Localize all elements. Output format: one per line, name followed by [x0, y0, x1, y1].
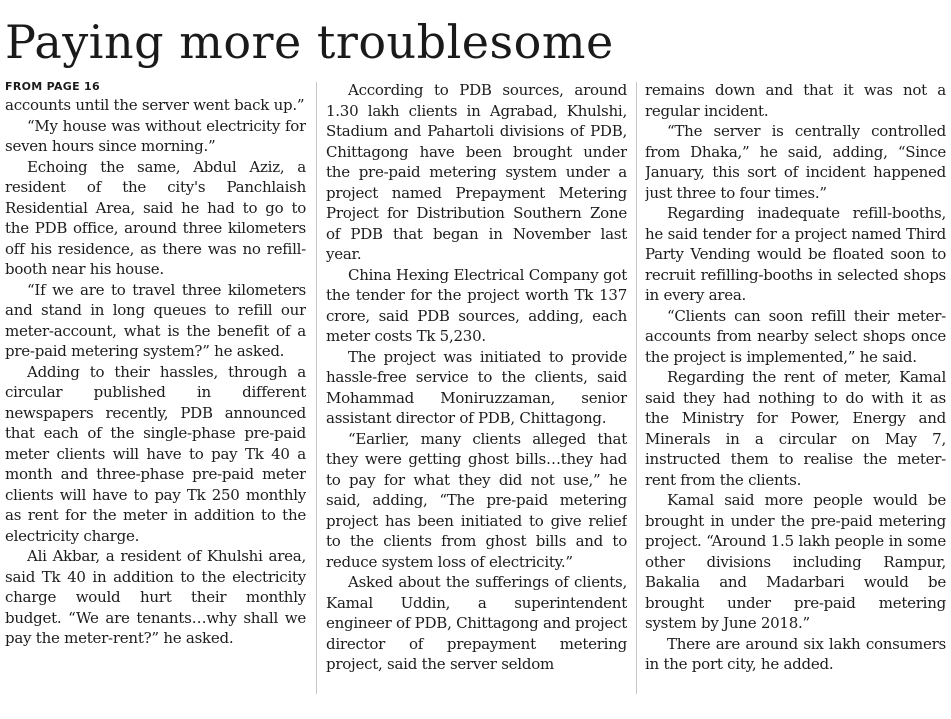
paragraph: The project was initiated to provide hassle-free service to the clients, said Mohammad Moniruzzaman, senior assistant director of PDB, Chittagong.: [326, 347, 627, 427]
article-column-2: [326, 80, 627, 700]
paragraph: accounts until the server went back up.”: [5, 96, 305, 114]
paragraph: “My house was without electricity for seven hours since morning.”: [5, 116, 306, 155]
paragraph: Ali Akbar, a resident of Khulshi area, said Tk 40 in addition to the electricity charge would hurt their monthly budget. “We are tenants…why shall we pay the meter-rent?” he asked.: [5, 547, 306, 647]
paragraph: Adding to their hassles, through a circular published in different newspapers recently, PDB announced that each of the single-phase pre-paid meter clients will have to pay Tk 40 a month and three-phase pre-paid meter clients will have to pay Tk 250 monthly as rent for the meter in addition to the electricity charge.: [5, 362, 306, 545]
paragraph: “Clients can soon refill their meter-accounts from nearby select shops once the project is implemented,” he said.: [645, 306, 946, 366]
jump-label: FROM PAGE 16: [5, 80, 100, 93]
paragraph: Regarding the rent of meter, Kamal said they had nothing to do with it as the Ministry for Power, Energy and Minerals in a circular on May 7, instructed them to realise the meter-rent from the clients.: [645, 368, 946, 489]
column-divider: [316, 82, 317, 694]
headline: Paying more troublesome: [5, 15, 614, 69]
paragraph: China Hexing Electrical Company got the tender for the project worth Tk 137 crore, said PDB sources, adding, each meter costs Tk 5,230.: [326, 265, 627, 345]
article-column-1: [5, 80, 306, 700]
paragraph: Kamal said more people would be brought in under the pre-paid metering project. “Around 1.5 lakh people in some other divisions including Rampur, Bakalia and Madarbari would be brought under pre-paid metering system by June 2018.”: [645, 491, 946, 632]
article-column-3: [645, 80, 946, 700]
paragraph: remains down and that it was not a regular incident.: [645, 81, 946, 120]
paragraph: Regarding inadequate refill-booths, he said tender for a project named Third Party Vending would be floated soon to recruit refilling-booths in selected shops in every area.: [645, 204, 946, 304]
paragraph: According to PDB sources, around 1.30 lakh clients in Agrabad, Khulshi, Stadium and Pahartoli divisions of PDB, Chittagong have been brought under the pre-paid metering system under a project named Prepayment Metering Project for Distribution Southern Zone of PDB that began in November last year.: [326, 81, 627, 263]
paragraph: There are around six lakh consumers in the port city, he added.: [645, 634, 946, 673]
paragraph: Echoing the same, Abdul Aziz, a resident of the city's Panchlaish Residential Area, said he had to go to the PDB office, around three kilometers off his residence, as there was no refill-booth near his house.: [5, 157, 306, 278]
paragraph: “If we are to travel three kilometers and stand in long queues to refill our meter-account, what is the benefit of a pre-paid metering system?” he asked.: [5, 280, 306, 360]
paragraph: “The server is centrally controlled from Dhaka,” he said, adding, “Since January, this sort of incident happened just three to four times.”: [645, 122, 946, 202]
column-divider: [636, 82, 637, 694]
paragraph: Asked about the sufferings of clients, Kamal Uddin, a superintendent engineer of PDB, Chittagong and project director of prepayment metering project, said the server seldom: [326, 573, 627, 673]
paragraph: “Earlier, many clients alleged that they were getting ghost bills…they had to pay for what they did not use,” he said, adding, “The pre-paid metering project has been initiated to give relief to the clients from ghost bills and to reduce system loss of electricity.”: [326, 429, 627, 571]
